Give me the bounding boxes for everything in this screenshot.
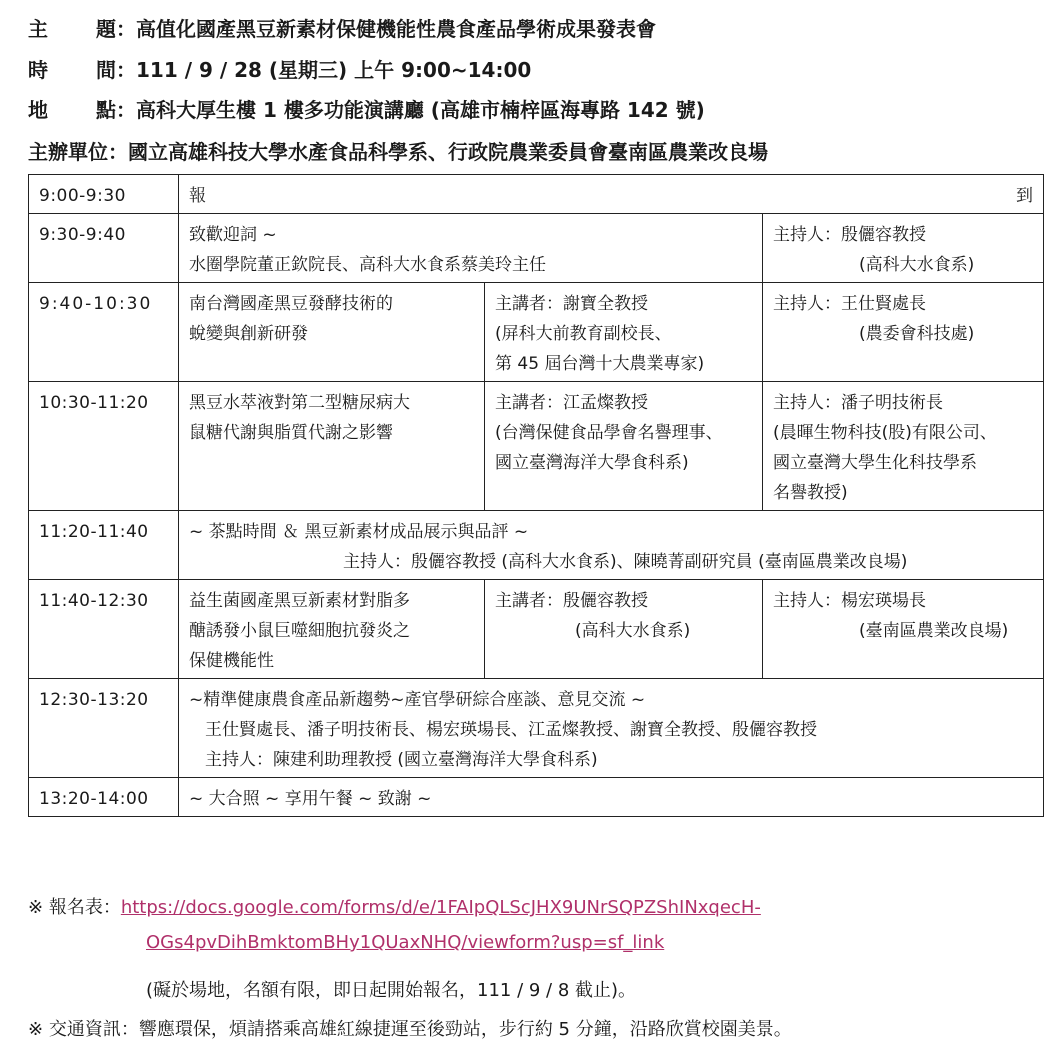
colon: ：: [108, 140, 128, 164]
schedule-row-forum: [29, 679, 1044, 778]
registration-link-cont: [146, 932, 664, 953]
registration-text: [189, 181, 1033, 211]
host-name: 主持人：楊宏瑛場長: [773, 591, 926, 611]
row-time: 11:20-11:40: [29, 511, 179, 580]
speaker-name: 主講者：殷儷容教授: [495, 591, 648, 611]
row-content: [179, 679, 1044, 778]
registration-right: 到: [1016, 186, 1034, 206]
registration-note: [28, 893, 761, 919]
talk-speaker: [485, 382, 763, 511]
talk-speaker: [485, 283, 763, 382]
host-org: (高科大水食系): [859, 255, 975, 275]
registration-link[interactable]: https://docs.google.com/forms/d/e/1FAIpQLScJHX9UNrSQPZShINxqecH-: [120, 897, 761, 918]
schedule-row-tea-break: [29, 511, 1044, 580]
registration-left: 報: [189, 186, 206, 206]
talk-title-line: 保健機能性: [189, 651, 274, 671]
place-label-b: 點: [96, 98, 116, 122]
colon: ：: [116, 17, 136, 41]
time-label-b: 間: [96, 58, 116, 82]
host-org: 國立臺灣大學生化科技學系: [773, 453, 977, 473]
talk-speaker: [485, 580, 763, 679]
place-label: [28, 96, 116, 124]
traffic-text: 交通資訊：響應環保，煩請搭乘高雄紅線捷運至後勁站，步行約 5 分鐘，沿路欣賞校園美景。: [48, 1019, 792, 1040]
topic-label-b: 題: [96, 17, 116, 41]
note-mark: ※: [28, 1019, 44, 1040]
place-line: [28, 96, 705, 124]
schedule-table: [28, 174, 1044, 817]
talk-title: [179, 580, 485, 679]
colon: ：: [116, 58, 136, 82]
speaker-affiliation: 第 45 屆台灣十大農業專家): [495, 354, 705, 374]
speaker-name: 主講者：謝寶全教授: [495, 294, 648, 314]
talk-title-line: 南台灣國產黑豆發酵技術的: [189, 294, 393, 314]
topic-value: 高值化國產黑豆新素材保健機能性農食產品學術成果發表會: [136, 17, 656, 41]
row-time: 11:40-12:30: [29, 580, 179, 679]
tea-break-title: ~ 茶點時間 ＆ 黑豆新素材成品展示與品評 ~: [189, 522, 529, 542]
talk-title-line: 醣誘發小鼠巨噬細胞抗發炎之: [189, 621, 410, 641]
tea-break-hosts: 主持人：殷儷容教授 (高科大水食系)、陳曉菁副研究員 (臺南區農業改良場): [343, 552, 908, 572]
registration-link-line2[interactable]: OGs4pvDihBmktomBHy1QUaxNHQ/viewform?usp=sf_link: [146, 932, 665, 953]
time-label-a: 時: [28, 58, 48, 82]
row-host: [763, 382, 1044, 511]
topic-label: [28, 15, 116, 43]
row-time: 9:30-9:40: [29, 214, 179, 283]
welcome-title: 致歡迎詞 ~: [189, 225, 277, 245]
host-name: 主持人：殷儷容教授: [773, 225, 926, 245]
row-time: 9:40-10:30: [29, 283, 179, 382]
talk-title: [179, 382, 485, 511]
row-time: 13:20-14:00: [29, 778, 179, 817]
schedule-row-talk1: [29, 283, 1044, 382]
talk-title-line: 益生菌國產黑豆新素材對脂多: [189, 591, 410, 611]
schedule-row-talk2: [29, 382, 1044, 511]
forum-host: 主持人：陳建利助理教授 (國立臺灣海洋大學食科系): [205, 750, 598, 770]
speaker-affiliation: (台灣保健食品學會名譽理事、: [495, 423, 723, 443]
topic-line: [28, 15, 656, 43]
forum-panelists: 王仕賢處長、潘子明技術長、楊宏瑛場長、江孟燦教授、謝寶全教授、殷儷容教授: [205, 720, 817, 740]
speaker-affiliation: (屏科大前教育副校長、: [495, 324, 672, 344]
schedule-row-registration: [29, 175, 1044, 214]
talk-title: [179, 283, 485, 382]
row-time: 9:00-9:30: [29, 175, 179, 214]
place-label-a: 地: [28, 98, 48, 122]
speaker-affiliation: (高科大水食系): [575, 621, 691, 641]
row-host: [763, 283, 1044, 382]
talk-title-line: 黑豆水萃液對第二型糖尿病大: [189, 393, 410, 413]
row-host: [763, 580, 1044, 679]
host-org: (臺南區農業改良場): [859, 621, 1009, 641]
organizer-label: 主辦單位: [28, 140, 108, 164]
row-host: [763, 214, 1044, 283]
colon: ：: [116, 98, 136, 122]
organizer-line: [28, 138, 768, 166]
time-line: [28, 56, 531, 84]
welcome-speakers: 水圈學院董正欽院長、高科大水食系蔡美玲主任: [189, 255, 546, 275]
schedule-row-closing: [29, 778, 1044, 817]
schedule-row-talk3: [29, 580, 1044, 679]
row-content: ~ 大合照 ~ 享用午餐 ~ 致謝 ~: [179, 778, 1044, 817]
talk-title-line: 蛻變與創新研發: [189, 324, 308, 344]
host-org: (晨暉生物科技(股)有限公司、: [773, 423, 997, 443]
speaker-affiliation: 國立臺灣海洋大學食科系): [495, 453, 689, 473]
registration-deadline: (礙於場地，名額有限，即日起開始報名，111 / 9 / 8 截止)。: [146, 980, 637, 1001]
schedule-row-welcome: [29, 214, 1044, 283]
host-name: 主持人：潘子明技術長: [773, 393, 943, 413]
place-value: 高科大厚生樓 1 樓多功能演講廳 (高雄市楠梓區海專路 142 號): [136, 98, 705, 122]
row-content: [179, 175, 1044, 214]
talk-title-line: 鼠糖代謝與脂質代謝之影響: [189, 423, 393, 443]
row-time: 12:30-13:20: [29, 679, 179, 778]
host-name: 主持人：王仕賢處長: [773, 294, 926, 314]
time-value: 111 / 9 / 28 (星期三) 上午 9:00~14:00: [136, 58, 532, 82]
note-mark: ※: [28, 897, 44, 918]
host-org: 名譽教授): [773, 483, 848, 503]
row-content: [179, 214, 763, 283]
organizer-value: 國立高雄科技大學水產食品科學系、行政院農業委員會臺南區農業改良場: [128, 140, 768, 164]
traffic-note: [28, 1015, 792, 1041]
forum-title: ~精準健康農食產品新趨勢~產官學研綜合座談、意見交流 ~: [189, 690, 646, 710]
host-org: (農委會科技處): [859, 324, 975, 344]
speaker-name: 主講者：江孟燦教授: [495, 393, 648, 413]
row-time: 10:30-11:20: [29, 382, 179, 511]
topic-label-a: 主: [28, 17, 48, 41]
time-label: [28, 56, 116, 84]
registration-label: 報名表：: [48, 897, 121, 918]
row-content: [179, 511, 1044, 580]
